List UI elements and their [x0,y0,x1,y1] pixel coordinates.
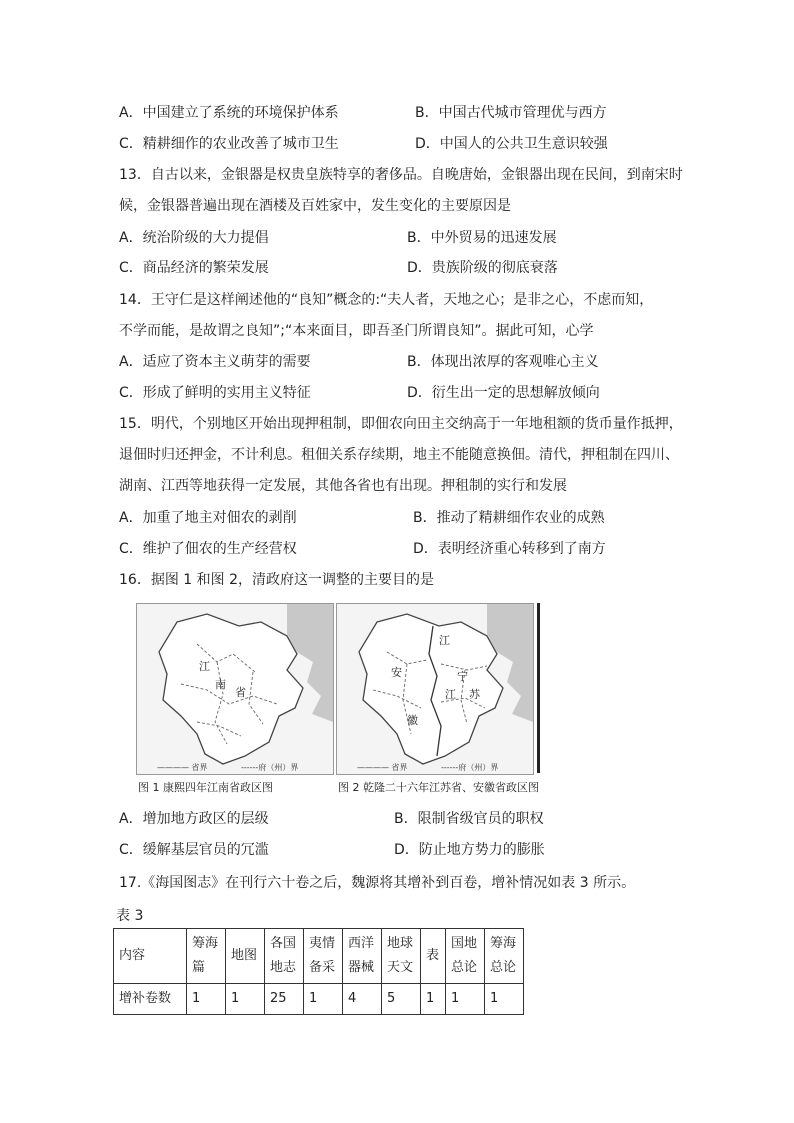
table-cell: 1 [446,984,485,1015]
q14-option-a: A．适应了资本主义萌芽的需要 [119,354,311,370]
q14-option-d: D．衍生出一定的思想解放倾向 [407,385,600,401]
map1-legend-prefecture: ------府（州）界 [241,763,299,772]
map-figure-2 [336,603,534,775]
q13-option-c: C．商品经济的繁荣发展 [119,260,269,276]
q13-option-b: B．中外贸易的迅速发展 [407,230,557,246]
table-col-header: 国地总论 [446,929,485,984]
figure-edge-bar [537,603,540,773]
q12-option-a: A．中国建立了系统的环境保护体系 [119,105,339,121]
q16-option-c: C．缓解基层官员的冗滥 [119,842,269,858]
data-table [113,928,524,1015]
map2-label-3: 宁 [457,670,468,683]
q12-option-b: B．中国古代城市管理优与西方 [415,105,607,121]
q12-option-d: D．中国人的公共卫生意识较强 [415,136,608,152]
map2-label-6: 徽 [407,714,418,727]
map1-label-2: 南 [215,678,226,691]
map1-caption: 图 1 康熙四年江南省政区图 [138,781,273,794]
map1-label-1: 江 [199,660,210,673]
table-cell: 5 [382,984,421,1015]
q15-stem-line2: 退佃时归还押金，不计利息。租佃关系存续期，地主不能随意换佃。清代，押租制在四川、 [119,447,679,463]
table-col-header: 筹海总论 [485,929,524,984]
map2-legend-province: ———— 省界 [357,763,408,772]
q16-figures [136,603,540,797]
q16-stem: 16．据图 1 和图 2，清政府这一调整的主要目的是 [119,572,434,588]
table-cell: 1 [304,984,343,1015]
q15-stem-line1: 15．明代，个别地区开始出现押租制，即佃农向田主交纳高于一年地租额的货币量作抵押， [119,416,683,432]
q13-option-d: D．贵族阶级的彻底衰落 [407,260,558,276]
table-col-header: 地图 [226,929,265,984]
table-row-header: 内容 [114,929,187,984]
map-figure-1 [136,603,334,775]
table-cell: 25 [265,984,304,1015]
q15-option-b: B．推动了精耕细作农业的成熟 [413,510,605,526]
table-cell: 1 [226,984,265,1015]
q15-option-a: A．加重了地主对佃农的剥削 [119,510,297,526]
map1-legend-province: ———— 省界 [157,763,208,772]
table-col-header: 各国地志 [265,929,304,984]
q13-option-a: A．统治阶级的大力提倡 [119,230,269,246]
q15-option-c: C．维护了佃农的生产经营权 [119,541,297,557]
q12-option-c: C．精耕细作的农业改善了城市卫生 [119,136,339,152]
q16-option-a: A．增加地方政区的层级 [119,811,269,827]
table-col-header: 地球天文 [382,929,421,984]
table-cell: 1 [485,984,524,1015]
q15-option-d: D．表明经济重心转移到了南方 [413,541,606,557]
table-col-header: 夷情备采 [304,929,343,984]
map2-legend-prefecture: ------府（州）界 [441,763,499,772]
table-row-header: 增补卷数 [114,984,187,1015]
map1-label-3: 省 [235,686,246,699]
table-cell: 4 [343,984,382,1015]
map2-label-5: 苏 [469,688,480,701]
q14-stem-line2: 不学而能，是故谓之良知”;“本来面目，即吾圣门所谓良知”。据此可知，心学 [119,323,594,339]
table-cell: 1 [187,984,226,1015]
map2-label-1: 江 [439,634,450,647]
table-cell: 1 [421,984,446,1015]
q14-stem-line1: 14．王守仁是这样阐述他的“良知”概念的:“夫人者，天地之心；是非之心，不虑而知， [119,292,654,308]
table-row [114,984,524,1015]
q16-option-d: D．防止地方势力的膨胀 [394,842,545,858]
map2-label-2: 安 [391,666,402,679]
table-header-row [114,929,524,984]
q17-stem: 17.《海国图志》在刊行六十卷之后，魏源将其增补到百卷，增补情况如表 3 所示。 [119,875,636,891]
table-title: 表 3 [116,908,144,924]
q16-option-b: B．限制省级官员的职权 [394,811,544,827]
map2-label-4: 江 [445,688,456,701]
q14-option-c: C．形成了鲜明的实用主义特征 [119,385,311,401]
q13-stem-line1: 13．自古以来，金银器是权贵皇族特享的奢侈品。自晚唐始，金银器出现在民间，到南宋时 [119,167,683,183]
map2-caption: 图 2 乾隆二十六年江苏省、安徽省政区图 [338,781,539,794]
table-col-header: 表 [421,929,446,984]
q13-stem-line2: 候，金银器普遍出现在酒楼及百姓家中，发生变化的主要原因是 [119,198,511,214]
table-col-header: 筹海篇 [187,929,226,984]
q14-option-b: B．体现出浓厚的客观唯心主义 [407,354,599,370]
table-col-header: 西洋器械 [343,929,382,984]
q15-stem-line3: 湖南、江西等地获得一定发展，其他各省也有出现。押租制的实行和发展 [119,478,567,494]
